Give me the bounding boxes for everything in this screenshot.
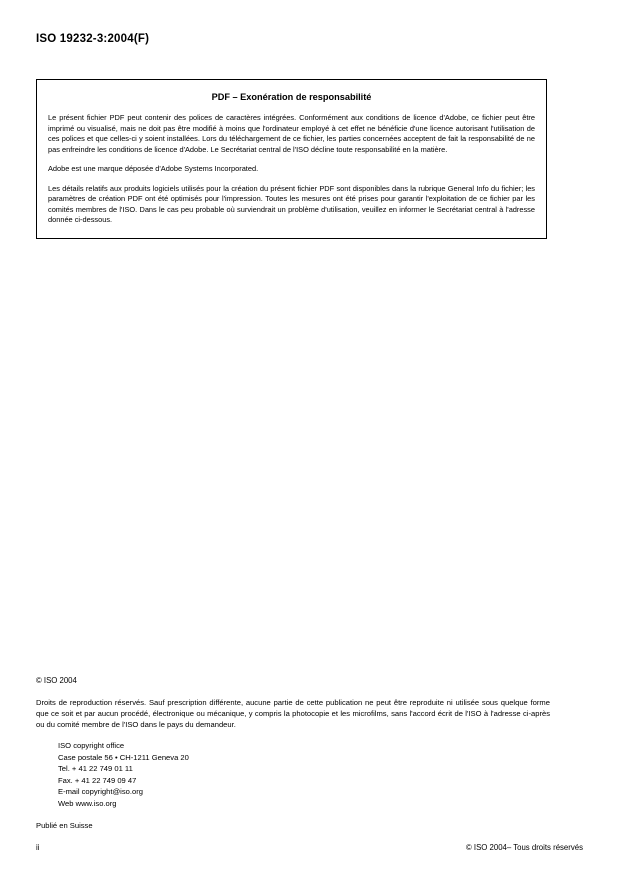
- disclaimer-paragraph-2: Adobe est une marque déposée d'Adobe Systems Incorporated.: [48, 164, 259, 174]
- copyright-address: [58, 740, 550, 809]
- copyright-notice: © ISO 2004: [36, 676, 77, 685]
- footer-page-number: ii: [36, 843, 40, 852]
- copyright-telephone: Tel. + 41 22 749 01 11: [58, 764, 133, 774]
- page-header-standard-ref: ISO 19232-3:2004(F): [36, 33, 150, 45]
- published-location: Publié en Suisse: [36, 821, 93, 831]
- disclaimer-paragraph-1: Le présent fichier PDF peut contenir des polices de caractères intégrées. Conformément aux conditions de licence d'Adobe, ce fichier peut être imprimé ou visualisé, mais ne doit pas être modifié à moins que l'ordinateur employé à cet effet ne bénéficie d'une licence autorisant l'utilisation de ces polices et que celles-ci y soient installées. Lors du téléchargement de ce fichier, les parties concernées acceptent de fait la responsabilité de ne pas enfreindre les conditions de licence d'Adobe. Le Secrétariat central de l'ISO décline toute responsabilité en la matière.: [48, 113, 535, 154]
- copyright-postal-address: Case postale 56 • CH-1211 Geneva 20: [58, 752, 189, 762]
- pdf-disclaimer-box: [36, 79, 547, 239]
- footer-rights-reserved: © ISO 2004– Tous droits réservés: [466, 843, 583, 852]
- copyright-block: [36, 676, 550, 830]
- copyright-website: Web www.iso.org: [58, 798, 117, 808]
- copyright-rights-text: Droits de reproduction réservés. Sauf prescription différente, aucune partie de cette publication ne peut être reproduite ni utilisée sous quelque forme que ce soit et par aucun procédé, électronique ou mécanique, y compris la photocopie et les microfilms, sans l'accord écrit de l'ISO à l'adresse ci-après ou du comité membre de l'ISO dans le pays du demandeur.: [36, 698, 550, 730]
- copyright-office-name: ISO copyright office: [58, 741, 125, 751]
- disclaimer-paragraph-3: Les détails relatifs aux produits logiciels utilisés pour la création du présent fichier PDF sont disponibles dans la rubrique General Info du fichier; les paramètres de création PDF ont été optimisés pour l'impression. Toutes les mesures ont été prises pour garantir l'exploitation de ce fichier par les comités membres de l'ISO. Dans le cas peu probable où surviendrait un problème d'utilisation, veuillez en informer le Secrétariat central à l'adresse donnée ci-dessous.: [48, 183, 535, 225]
- disclaimer-title: PDF – Exonération de responsabilité: [211, 92, 372, 102]
- copyright-email: E-mail copyright@iso.org: [58, 787, 143, 797]
- copyright-fax: Fax. + 41 22 749 09 47: [58, 775, 137, 785]
